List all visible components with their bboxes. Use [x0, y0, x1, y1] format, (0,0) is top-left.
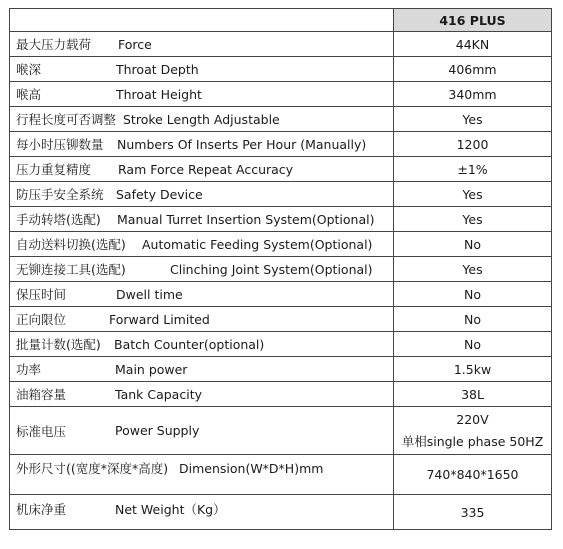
spec-label-en: Ram Force Repeat Accuracy [118, 161, 294, 177]
spec-label-en: Dwell time [116, 286, 183, 302]
spec-label-zh: 防压手安全系统 [16, 187, 104, 202]
spec-label-zh: 标准电压 [16, 423, 67, 439]
spec-row-throat-depth [10, 57, 552, 82]
spec-label-en: Throat Height [116, 86, 202, 102]
model-header: 416 PLUS [394, 9, 552, 31]
spec-value: No [394, 282, 552, 306]
spec-value: Yes [394, 182, 552, 206]
spec-row-inserts-per-hour [10, 132, 552, 157]
spec-label-en: Tank Capacity [115, 386, 202, 402]
spec-label-en: Batch Counter(optional) [114, 336, 265, 352]
spec-row-repeat-accuracy [10, 157, 552, 182]
spec-label-zh: 机床净重 [16, 502, 67, 517]
spec-label-zh: 无铆连接工具(选配) [16, 262, 126, 277]
spec-row-batch-counter [10, 332, 552, 357]
spec-label-en: Force [118, 36, 152, 52]
spec-label-en: Automatic Feeding System(Optional) [142, 236, 373, 252]
spec-label-zh: 喉深 [16, 62, 42, 77]
spec-row-auto-feeding [10, 232, 552, 257]
spec-value: ±1% [394, 157, 552, 181]
spec-value-voltage: 220V [456, 411, 489, 427]
spec-label-en: Stroke Length Adjustable [123, 111, 280, 127]
spec-label-zh: 行程长度可否调整 [16, 112, 117, 127]
spec-value: Yes [394, 107, 552, 131]
spec-label-zh: 油箱容量 [16, 387, 67, 402]
spec-value: No [394, 332, 552, 356]
spec-value-cell [394, 407, 552, 454]
spec-row-safety-device [10, 182, 552, 207]
spec-row-force [10, 32, 552, 57]
spec-value: 1200 [394, 132, 552, 156]
spec-value: 1.5kw [394, 357, 552, 381]
spec-row-main-power [10, 357, 552, 382]
spec-label-zh: 保压时间 [16, 287, 67, 302]
spec-row-manual-turret [10, 207, 552, 232]
spec-label-en: Manual Turret Insertion System(Optional) [117, 211, 375, 227]
spec-value: 406mm [394, 57, 552, 81]
spec-row-dimension [10, 455, 552, 495]
spec-value: 740*840*1650 [394, 455, 552, 494]
spec-label-zh: 最大压力载荷 [16, 37, 92, 52]
spec-row-stroke-length [10, 107, 552, 132]
spec-row-clinching-joint [10, 257, 552, 282]
spec-label-zh: 每小时压铆数量 [16, 137, 104, 152]
spec-value: No [394, 307, 552, 331]
spec-label-en: Net Weight（Kg） [115, 502, 226, 517]
spec-label-zh: 压力重复精度 [16, 162, 92, 177]
spec-label-en: Throat Depth [116, 61, 199, 77]
spec-row-tank-capacity [10, 382, 552, 407]
spec-value: 44KN [394, 32, 552, 56]
spec-table [9, 8, 552, 530]
spec-label-zh: 批量计数(选配) [16, 337, 101, 352]
spec-value-phase: 单相single phase 50HZ [401, 433, 544, 449]
table-header-row [10, 9, 552, 32]
spec-value: 38L [394, 382, 552, 406]
spec-value: Yes [394, 207, 552, 231]
spec-label-zh: 外形尺寸((宽度*深度*高度) [16, 461, 169, 476]
spec-label-en: Numbers Of Inserts Per Hour (Manually) [117, 136, 367, 152]
spec-label-zh: 喉高 [16, 87, 42, 102]
spec-value: No [394, 232, 552, 256]
spec-value: 335 [394, 495, 552, 529]
spec-row-net-weight [10, 495, 552, 530]
spec-label-zh: 自动送料切换(选配) [16, 237, 126, 252]
header-blank-cell [10, 9, 394, 31]
spec-label-zh: 正向限位 [16, 312, 67, 327]
spec-label-en: Forward Limited [109, 311, 210, 327]
spec-value: Yes [394, 257, 552, 281]
spec-label-en: Power Supply [115, 423, 200, 438]
spec-row-throat-height [10, 82, 552, 107]
spec-row-forward-limited [10, 307, 552, 332]
spec-row-power-supply [10, 407, 552, 455]
spec-row-dwell-time [10, 282, 552, 307]
spec-label-en: Clinching Joint System(Optional) [170, 261, 373, 277]
spec-value: 340mm [394, 82, 552, 106]
spec-label-zh: 功率 [16, 362, 42, 377]
spec-label-en: Safety Device [116, 186, 203, 202]
spec-label-en: Main power [115, 361, 188, 377]
spec-label-en: Dimension(W*D*H)mm [179, 460, 324, 476]
spec-label-zh: 手动转塔(选配) [16, 212, 101, 227]
